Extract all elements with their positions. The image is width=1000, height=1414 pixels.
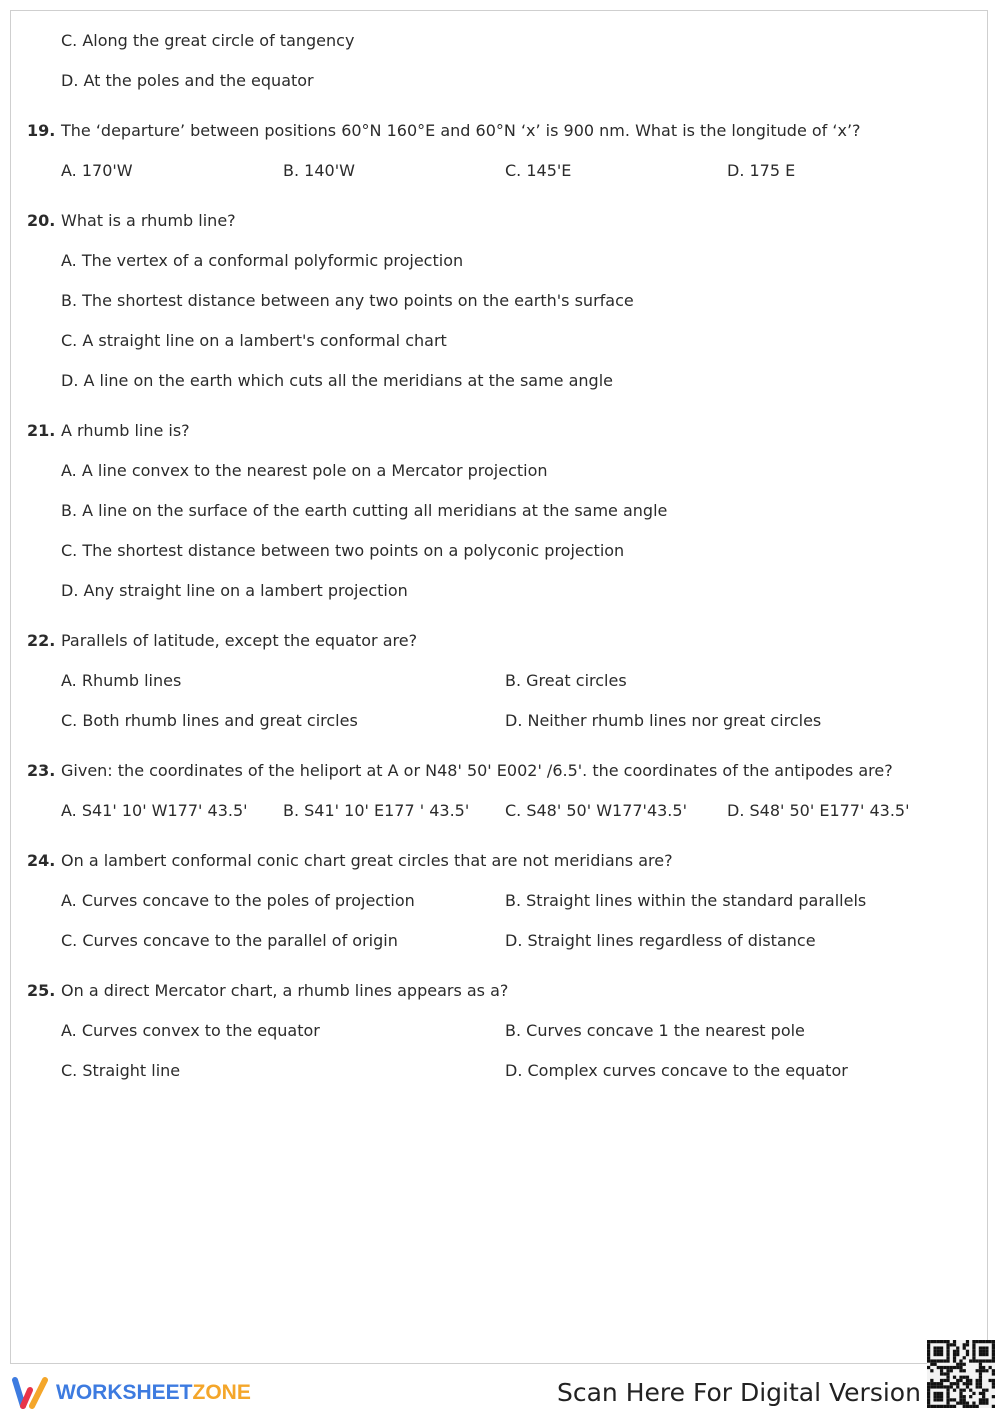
question-row: [0, 621, 1000, 661]
brand-worksheet: WORKSHEET: [56, 1381, 193, 1404]
question-number: 19.: [27, 121, 56, 140]
answer-option[interactable]: A. Rhumb lines: [61, 671, 182, 690]
option-row: [0, 361, 1000, 401]
option-row: [0, 21, 1000, 61]
option-row: [0, 661, 1000, 701]
question-number: 24.: [27, 851, 56, 870]
worksheetzone-logo: [12, 1376, 251, 1410]
option-row: [0, 61, 1000, 101]
question-row: [0, 751, 1000, 791]
answer-option[interactable]: C. 145'E: [505, 161, 572, 180]
answer-option[interactable]: A. A line convex to the nearest pole on a Mercator projection: [61, 461, 548, 480]
question-number: 23.: [27, 761, 56, 780]
option-row: [0, 701, 1000, 741]
question-text: What is a rhumb line?: [61, 211, 236, 230]
answer-option[interactable]: A. 170'W: [61, 161, 133, 180]
question-row: [0, 201, 1000, 241]
qr-code-icon[interactable]: [927, 1340, 995, 1408]
answer-option[interactable]: C. Curves concave to the parallel of origin: [61, 931, 398, 950]
answer-option[interactable]: D. A line on the earth which cuts all the meridians at the same angle: [61, 371, 613, 390]
answer-option[interactable]: C. Both rhumb lines and great circles: [61, 711, 358, 730]
option-row: [0, 1011, 1000, 1051]
question-number: 22.: [27, 631, 56, 650]
question-row: [0, 411, 1000, 451]
answer-option[interactable]: B. Curves concave 1 the nearest pole: [505, 1021, 805, 1040]
question-text: A rhumb line is?: [61, 421, 190, 440]
scan-text: Scan Here For Digital Version: [557, 1378, 921, 1407]
question-text: Parallels of latitude, except the equator are?: [61, 631, 418, 650]
answer-option[interactable]: D. Complex curves concave to the equator: [505, 1061, 848, 1080]
answer-option[interactable]: D. S48' 50' E177' 43.5': [727, 801, 910, 820]
question-number: 25.: [27, 981, 56, 1000]
answer-option[interactable]: C. Along the great circle of tangency: [61, 31, 355, 50]
answer-option[interactable]: C. A straight line on a lambert's conformal chart: [61, 331, 447, 350]
option-row: [0, 531, 1000, 571]
option-row: [0, 571, 1000, 611]
answer-option[interactable]: C. Straight line: [61, 1061, 181, 1080]
option-row: [0, 921, 1000, 961]
answer-option[interactable]: A. S41' 10' W177' 43.5': [61, 801, 248, 820]
answer-option[interactable]: B. The shortest distance between any two points on the earth's surface: [61, 291, 634, 310]
question-text: Given: the coordinates of the heliport at A or N48' 50' E002' /6.5'. the coordinates of the antipodes are?: [61, 761, 893, 780]
option-row: [0, 881, 1000, 921]
answer-option[interactable]: A. The vertex of a conformal polyformic projection: [61, 251, 464, 270]
answer-option[interactable]: D. 175 E: [727, 161, 796, 180]
answer-option[interactable]: C. S48' 50' W177'43.5': [505, 801, 687, 820]
answer-option[interactable]: B. S41' 10' E177 ' 43.5': [283, 801, 470, 820]
option-row: [0, 791, 1000, 831]
option-row: [0, 1051, 1000, 1091]
question-text: On a lambert conformal conic chart great circles that are not meridians are?: [61, 851, 673, 870]
brand-zone: ZONE: [192, 1381, 251, 1404]
question-text: On a direct Mercator chart, a rhumb lines appears as a?: [61, 981, 509, 1000]
answer-option[interactable]: D. At the poles and the equator: [61, 71, 314, 90]
answer-option[interactable]: C. The shortest distance between two points on a polyconic projection: [61, 541, 625, 560]
question-row: [0, 971, 1000, 1011]
answer-option[interactable]: D. Straight lines regardless of distance: [505, 931, 816, 950]
logo-w-icon: [12, 1376, 50, 1410]
question-row: [0, 111, 1000, 151]
option-row: [0, 321, 1000, 361]
question-number: 21.: [27, 421, 56, 440]
option-row: [0, 491, 1000, 531]
question-number: 20.: [27, 211, 56, 230]
answer-option[interactable]: A. Curves concave to the poles of projection: [61, 891, 415, 910]
question-text: The ‘departure’ between positions 60°N 160°E and 60°N ‘x’ is 900 nm. What is the longitude of ‘x’?: [61, 121, 861, 140]
question-row: [0, 841, 1000, 881]
option-row: [0, 451, 1000, 491]
option-row: [0, 241, 1000, 281]
answer-option[interactable]: D. Any straight line on a lambert projection: [61, 581, 408, 600]
answer-option[interactable]: A. Curves convex to the equator: [61, 1021, 320, 1040]
answer-option[interactable]: D. Neither rhumb lines nor great circles: [505, 711, 822, 730]
option-row: [0, 151, 1000, 191]
answer-option[interactable]: B. 140'W: [283, 161, 355, 180]
option-row: [0, 281, 1000, 321]
answer-option[interactable]: B. Straight lines within the standard parallels: [505, 891, 867, 910]
question-list: [0, 21, 1000, 1091]
answer-option[interactable]: B. Great circles: [505, 671, 627, 690]
answer-option[interactable]: B. A line on the surface of the earth cutting all meridians at the same angle: [61, 501, 668, 520]
